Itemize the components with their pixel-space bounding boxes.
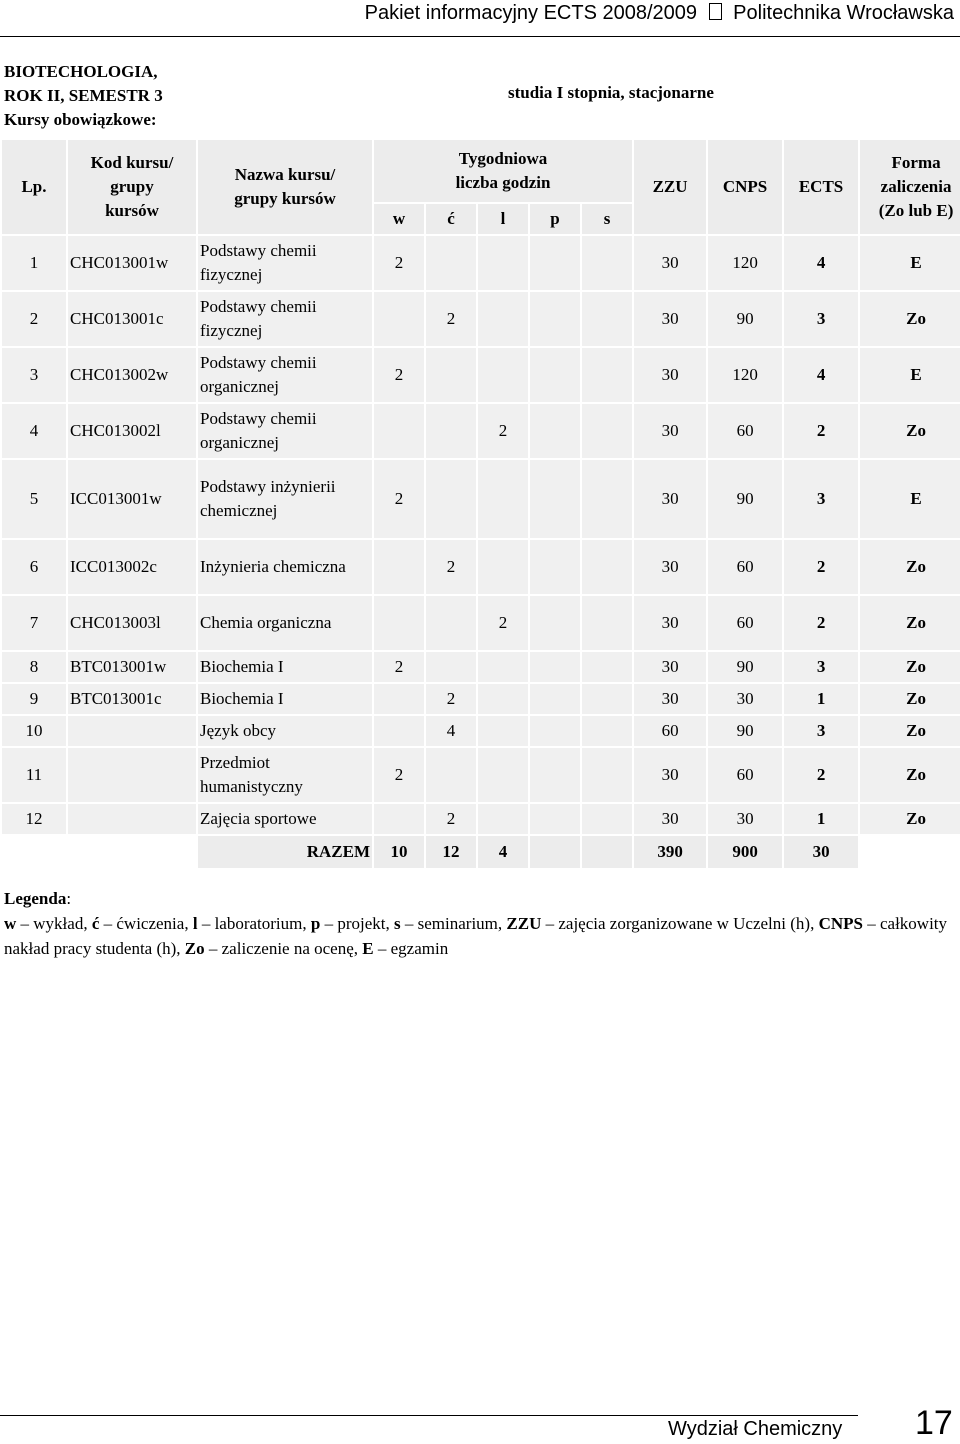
cell-c xyxy=(426,748,476,802)
cell-c xyxy=(426,404,476,458)
cell-s xyxy=(582,460,632,538)
legend-desc: – ćwiczenia, xyxy=(99,914,193,933)
cell-lp: 12 xyxy=(2,804,66,834)
cell-cnps: 120 xyxy=(708,236,782,290)
legend-key: l xyxy=(192,914,198,933)
cell-ects: 2 xyxy=(784,540,858,594)
cell-p xyxy=(530,804,580,834)
header-name: Nazwa kursu/ grupy kursów xyxy=(198,140,372,234)
cell-zzu: 30 xyxy=(634,804,706,834)
cell-s xyxy=(582,684,632,714)
total-l: 4 xyxy=(478,836,528,868)
cell-cnps: 30 xyxy=(708,804,782,834)
cell-cnps: 60 xyxy=(708,540,782,594)
header-title-right: Politechnika Wrocławska xyxy=(733,2,954,24)
cell-ects: 3 xyxy=(784,652,858,682)
cell-ects: 4 xyxy=(784,348,858,402)
cell-l xyxy=(478,804,528,834)
cell-code xyxy=(68,748,196,802)
cell-name: Przedmiot humanistyczny xyxy=(198,748,372,802)
cell-s xyxy=(582,748,632,802)
cell-zzu: 30 xyxy=(634,652,706,682)
cell-zzu: 30 xyxy=(634,596,706,650)
cell-lp: 6 xyxy=(2,540,66,594)
total-cnps: 900 xyxy=(708,836,782,868)
cell-c: 2 xyxy=(426,804,476,834)
cell-form: Zo xyxy=(860,804,960,834)
cell-l: 2 xyxy=(478,404,528,458)
cell-c: 4 xyxy=(426,716,476,746)
course-table xyxy=(0,138,960,870)
cell-form: E xyxy=(860,348,960,402)
cell-name: Chemia organiczna xyxy=(198,596,372,650)
legend-key: s xyxy=(394,914,401,933)
legend-key: ć xyxy=(91,914,100,933)
legend-key: Zo xyxy=(184,939,205,958)
cell-ects: 1 xyxy=(784,684,858,714)
cell-form: Zo xyxy=(860,540,960,594)
legend-key: w xyxy=(4,914,17,933)
cell-code: ICC013001w xyxy=(68,460,196,538)
cell-ects: 3 xyxy=(784,716,858,746)
legend-title: Legenda: xyxy=(4,889,72,908)
cell-name: Biochemia I xyxy=(198,684,372,714)
cell-form: Zo xyxy=(860,292,960,346)
header-l: l xyxy=(478,204,528,234)
table-row xyxy=(2,292,960,346)
cell-cnps: 60 xyxy=(708,404,782,458)
cell-lp: 4 xyxy=(2,404,66,458)
cell-code: CHC013003l xyxy=(68,596,196,650)
cell-ects: 2 xyxy=(784,748,858,802)
cell-p xyxy=(530,540,580,594)
header-w: w xyxy=(374,204,424,234)
cell-l xyxy=(478,716,528,746)
cell-lp: 2 xyxy=(2,292,66,346)
cell-w xyxy=(374,684,424,714)
cell-c xyxy=(426,348,476,402)
cell-c xyxy=(426,236,476,290)
program-line-2: ROK II, SEMESTR 3 xyxy=(4,86,163,105)
cell-lp: 3 xyxy=(2,348,66,402)
footer-rule xyxy=(0,1415,858,1416)
cell-l xyxy=(478,540,528,594)
header-p: p xyxy=(530,204,580,234)
cell-p xyxy=(530,716,580,746)
header-code: Kod kursu/ grupy kursów xyxy=(68,140,196,234)
cell-l xyxy=(478,652,528,682)
cell-w: 2 xyxy=(374,236,424,290)
table-row xyxy=(2,748,960,802)
cell-code: BTC013001c xyxy=(68,684,196,714)
cell-code xyxy=(68,804,196,834)
cell-c: 2 xyxy=(426,292,476,346)
total-blank xyxy=(2,836,196,868)
total-zzu: 390 xyxy=(634,836,706,868)
cell-p xyxy=(530,404,580,458)
header-s: s xyxy=(582,204,632,234)
cell-lp: 10 xyxy=(2,716,66,746)
cell-p xyxy=(530,748,580,802)
header-c: ć xyxy=(426,204,476,234)
cell-p xyxy=(530,460,580,538)
table-row xyxy=(2,716,960,746)
cell-ects: 3 xyxy=(784,460,858,538)
legend xyxy=(4,886,956,961)
cell-form: Zo xyxy=(860,404,960,458)
total-row xyxy=(2,836,960,868)
cell-s xyxy=(582,404,632,458)
cell-lp: 8 xyxy=(2,652,66,682)
cell-name: Inżynieria chemiczna xyxy=(198,540,372,594)
table-row xyxy=(2,460,960,538)
cell-l xyxy=(478,348,528,402)
program-line-3: Kursy obowiązkowe: xyxy=(4,110,157,129)
footer-department: Wydział Chemiczny xyxy=(668,1418,843,1440)
cell-s xyxy=(582,804,632,834)
cell-lp: 11 xyxy=(2,748,66,802)
legend-desc: – zaliczenie na ocenę, xyxy=(204,939,363,958)
cell-lp: 7 xyxy=(2,596,66,650)
cell-w: 2 xyxy=(374,652,424,682)
cell-p xyxy=(530,236,580,290)
total-form-blank xyxy=(860,836,960,868)
cell-p xyxy=(530,652,580,682)
cell-form: Zo xyxy=(860,652,960,682)
cell-cnps: 120 xyxy=(708,348,782,402)
total-ects: 30 xyxy=(784,836,858,868)
cell-zzu: 60 xyxy=(634,716,706,746)
cell-name: Zajęcia sportowe xyxy=(198,804,372,834)
cell-ects: 2 xyxy=(784,404,858,458)
table-row xyxy=(2,540,960,594)
cell-l xyxy=(478,460,528,538)
cell-name: Podstawy chemii organicznej xyxy=(198,404,372,458)
cell-code: ICC013002c xyxy=(68,540,196,594)
header-zzu: ZZU xyxy=(634,140,706,234)
legend-key: p xyxy=(310,914,321,933)
study-mode: studia I stopnia, stacjonarne xyxy=(508,83,714,102)
cell-form: Zo xyxy=(860,748,960,802)
cell-cnps: 30 xyxy=(708,684,782,714)
cell-s xyxy=(582,540,632,594)
cell-p xyxy=(530,348,580,402)
cell-s xyxy=(582,716,632,746)
header-form: Forma zaliczenia (Zo lub E) xyxy=(860,140,960,234)
table-row xyxy=(2,236,960,290)
cell-zzu: 30 xyxy=(634,348,706,402)
cell-w xyxy=(374,540,424,594)
legend-desc: – seminarium, xyxy=(400,914,507,933)
cell-cnps: 60 xyxy=(708,748,782,802)
table-header-row xyxy=(2,140,960,202)
total-s xyxy=(582,836,632,868)
legend-desc: – egzamin xyxy=(373,939,449,958)
cell-name: Język obcy xyxy=(198,716,372,746)
cell-l xyxy=(478,236,528,290)
cell-name: Biochemia I xyxy=(198,652,372,682)
legend-key: ZZU xyxy=(506,914,542,933)
cell-name: Podstawy chemii fizycznej xyxy=(198,292,372,346)
program-line-1: BIOTECHOLOGIA, xyxy=(4,62,158,81)
cell-code xyxy=(68,716,196,746)
table-row xyxy=(2,596,960,650)
cell-cnps: 90 xyxy=(708,716,782,746)
cell-p xyxy=(530,292,580,346)
cell-c xyxy=(426,460,476,538)
cell-code: BTC013001w xyxy=(68,652,196,682)
cell-l xyxy=(478,684,528,714)
table-row xyxy=(2,804,960,834)
cell-lp: 9 xyxy=(2,684,66,714)
page-number: 17 xyxy=(915,1404,953,1442)
cell-c: 2 xyxy=(426,684,476,714)
table-row xyxy=(2,404,960,458)
header-rule xyxy=(0,36,960,37)
header-cnps: CNPS xyxy=(708,140,782,234)
legend-desc: – całkowity nakład pracy studenta (h), xyxy=(4,914,948,958)
cell-cnps: 90 xyxy=(708,292,782,346)
cell-cnps: 60 xyxy=(708,596,782,650)
header-ects: ECTS xyxy=(784,140,858,234)
cell-zzu: 30 xyxy=(634,292,706,346)
cell-form: Zo xyxy=(860,596,960,650)
cell-w xyxy=(374,292,424,346)
cell-s xyxy=(582,292,632,346)
cell-s xyxy=(582,348,632,402)
header-lp: Lp. xyxy=(2,140,66,234)
legend-desc: – projekt, xyxy=(320,914,394,933)
cell-ects: 1 xyxy=(784,804,858,834)
table-row xyxy=(2,348,960,402)
page-header xyxy=(365,2,954,25)
legend-items xyxy=(4,911,956,961)
total-c: 12 xyxy=(426,836,476,868)
cell-zzu: 30 xyxy=(634,748,706,802)
cell-s xyxy=(582,652,632,682)
cell-name: Podstawy inżynierii chemicznej xyxy=(198,460,372,538)
table-row xyxy=(2,652,960,682)
cell-ects: 4 xyxy=(784,236,858,290)
header-separator xyxy=(709,3,722,20)
legend-key: CNPS xyxy=(818,914,863,933)
cell-name: Podstawy chemii fizycznej xyxy=(198,236,372,290)
cell-p xyxy=(530,684,580,714)
cell-p xyxy=(530,596,580,650)
cell-l xyxy=(478,748,528,802)
cell-ects: 3 xyxy=(784,292,858,346)
cell-w: 2 xyxy=(374,460,424,538)
cell-lp: 5 xyxy=(2,460,66,538)
cell-name: Podstawy chemii organicznej xyxy=(198,348,372,402)
cell-lp: 1 xyxy=(2,236,66,290)
cell-code: CHC013001c xyxy=(68,292,196,346)
cell-cnps: 90 xyxy=(708,652,782,682)
cell-c xyxy=(426,596,476,650)
cell-w xyxy=(374,596,424,650)
legend-key: E xyxy=(362,939,374,958)
cell-code: CHC013002l xyxy=(68,404,196,458)
cell-code: CHC013001w xyxy=(68,236,196,290)
legend-desc: – laboratorium, xyxy=(197,914,311,933)
table-row xyxy=(2,684,960,714)
cell-w xyxy=(374,716,424,746)
cell-cnps: 90 xyxy=(708,460,782,538)
header-title-left: Pakiet informacyjny ECTS 2008/2009 xyxy=(364,2,698,24)
legend-desc: – wykład, xyxy=(16,914,92,933)
cell-ects: 2 xyxy=(784,596,858,650)
cell-zzu: 30 xyxy=(634,540,706,594)
cell-w: 2 xyxy=(374,748,424,802)
cell-zzu: 30 xyxy=(634,684,706,714)
program-info xyxy=(4,60,163,132)
cell-form: E xyxy=(860,236,960,290)
cell-s xyxy=(582,236,632,290)
cell-w xyxy=(374,404,424,458)
total-w: 10 xyxy=(374,836,424,868)
cell-l xyxy=(478,292,528,346)
cell-zzu: 30 xyxy=(634,460,706,538)
header-weekly-hours: Tygodniowa liczba godzin xyxy=(374,140,632,202)
cell-s xyxy=(582,596,632,650)
total-label: RAZEM xyxy=(198,836,372,868)
cell-w xyxy=(374,804,424,834)
cell-c xyxy=(426,652,476,682)
cell-code: CHC013002w xyxy=(68,348,196,402)
cell-zzu: 30 xyxy=(634,404,706,458)
cell-form: Zo xyxy=(860,684,960,714)
cell-form: Zo xyxy=(860,716,960,746)
cell-form: E xyxy=(860,460,960,538)
cell-c: 2 xyxy=(426,540,476,594)
legend-desc: – zajęcia zorganizowane w Uczelni (h), xyxy=(541,914,819,933)
cell-zzu: 30 xyxy=(634,236,706,290)
total-p xyxy=(530,836,580,868)
cell-w: 2 xyxy=(374,348,424,402)
cell-l: 2 xyxy=(478,596,528,650)
